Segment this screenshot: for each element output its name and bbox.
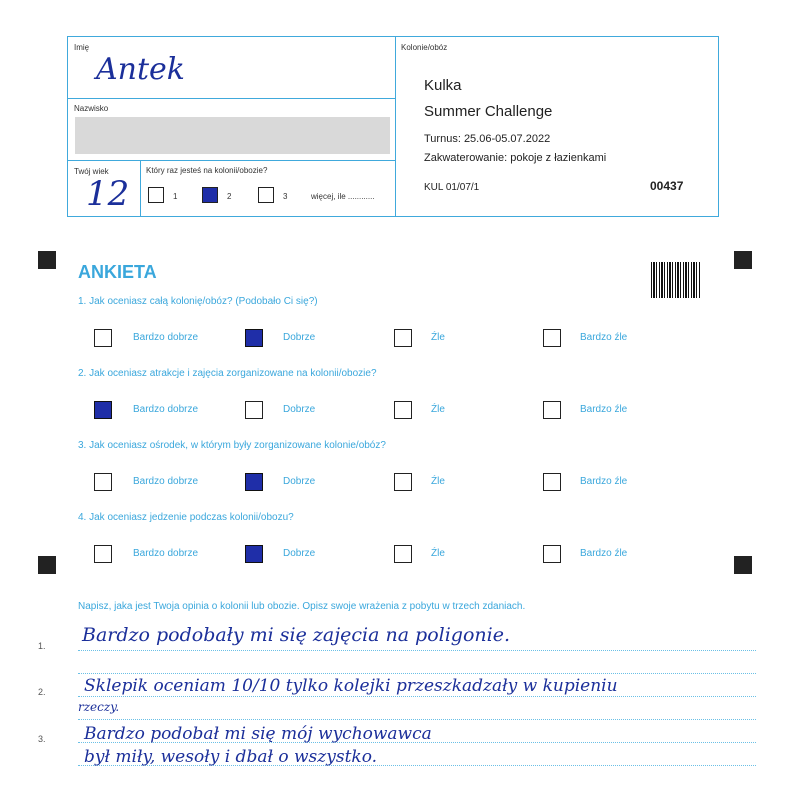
survey-title: ANKIETA bbox=[78, 262, 157, 282]
question-2-option-1-checkbox[interactable] bbox=[94, 401, 112, 419]
question-4-option-2-checkbox[interactable] bbox=[245, 545, 263, 563]
age-label: Twój wiek bbox=[74, 167, 109, 176]
accommodation: Zakwaterowanie: pokoje z łazienkami bbox=[424, 152, 607, 164]
header-divider bbox=[395, 36, 396, 217]
question-4-option-2-label: Dobrze bbox=[283, 548, 316, 559]
header-divider bbox=[140, 160, 141, 217]
registration-marker bbox=[38, 251, 56, 269]
answer-line bbox=[78, 673, 756, 674]
opinion-line-3b: był miły, wesoły i dbał o wszystko. bbox=[84, 747, 378, 767]
opinion-line-3a: Bardzo podobał mi się mój wychowawca bbox=[84, 724, 432, 744]
question-3-option-3-checkbox[interactable] bbox=[394, 473, 412, 491]
question-3-option-4-checkbox[interactable] bbox=[543, 473, 561, 491]
times-more: więcej, ile ............ bbox=[311, 192, 375, 201]
question-1-option-3-checkbox[interactable] bbox=[394, 329, 412, 347]
opinion-line-2a: Sklepik oceniam 10/10 tylko kolejki przeszkadzały w kupieniu bbox=[84, 676, 618, 696]
turnus: Turnus: 25.06-05.07.2022 bbox=[424, 133, 551, 145]
question-2-text: 2. Jak oceniasz atrakcje i zajęcia zorganizowane na kolonii/obozie? bbox=[78, 368, 377, 379]
question-1-option-4-checkbox[interactable] bbox=[543, 329, 561, 347]
question-3-option-1-label: Bardzo dobrze bbox=[133, 476, 199, 487]
question-2-option-4-label: Bardzo źle bbox=[580, 404, 628, 415]
line-number-3: 3. bbox=[38, 734, 46, 744]
times-checkbox-1[interactable] bbox=[148, 187, 164, 203]
form-number: 00437 bbox=[650, 179, 684, 193]
question-1-option-2-checkbox[interactable] bbox=[245, 329, 263, 347]
surname-label: Nazwisko bbox=[74, 104, 109, 113]
question-4-option-1-checkbox[interactable] bbox=[94, 545, 112, 563]
question-3-text: 3. Jak oceniasz ośrodek, w którym były zorganizowane kolonie/obóz? bbox=[78, 440, 386, 451]
question-4-option-3-label: Źle bbox=[431, 548, 445, 559]
opinion-line-1: Bardzo podobały mi się zajęcia na poligonie. bbox=[82, 624, 511, 646]
question-3-option-2-label: Dobrze bbox=[283, 476, 316, 487]
camp-name-1: Kulka bbox=[424, 77, 462, 94]
header-line bbox=[67, 160, 395, 161]
question-2-option-2-checkbox[interactable] bbox=[245, 401, 263, 419]
registration-marker bbox=[734, 556, 752, 574]
question-3-option-1-checkbox[interactable] bbox=[94, 473, 112, 491]
answer-line bbox=[78, 719, 756, 720]
age-value: 12 bbox=[86, 174, 130, 214]
times-option-1: 1 bbox=[173, 192, 178, 201]
question-1-option-1-label: Bardzo dobrze bbox=[133, 332, 199, 343]
times-label: Który raz jesteś na kolonii/obozie? bbox=[146, 166, 268, 175]
question-1-option-4-label: Bardzo źle bbox=[580, 332, 628, 343]
question-2-option-3-label: Źle bbox=[431, 404, 445, 415]
question-3-option-3-label: Źle bbox=[431, 476, 445, 487]
question-1-option-2-label: Dobrze bbox=[283, 332, 316, 343]
question-2-option-3-checkbox[interactable] bbox=[394, 401, 412, 419]
registration-marker bbox=[734, 251, 752, 269]
opinion-prompt: Napisz, jaka jest Twoja opinia o kolonii lub obozie. Opisz swoje wrażenia z pobytu w trzech zdaniach. bbox=[78, 601, 526, 612]
opinion-line-2b: rzeczy. bbox=[78, 700, 120, 714]
camp-label: Kolonie/obóz bbox=[401, 43, 448, 52]
question-1-option-3-label: Źle bbox=[431, 332, 445, 343]
question-3-option-2-checkbox[interactable] bbox=[245, 473, 263, 491]
times-option-2: 2 bbox=[227, 192, 232, 201]
registration-marker bbox=[38, 556, 56, 574]
question-1-text: 1. Jak oceniasz całą kolonię/obóz? (Podobało Ci się?) bbox=[78, 296, 318, 307]
question-4-option-4-checkbox[interactable] bbox=[543, 545, 561, 563]
question-2-option-1-label: Bardzo dobrze bbox=[133, 404, 199, 415]
question-4-option-3-checkbox[interactable] bbox=[394, 545, 412, 563]
times-option-3: 3 bbox=[283, 192, 288, 201]
header-line bbox=[67, 98, 395, 99]
camp-code: KUL 01/07/1 bbox=[424, 182, 480, 193]
question-4-option-1-label: Bardzo dobrze bbox=[133, 548, 199, 559]
question-4-option-4-label: Bardzo źle bbox=[580, 548, 628, 559]
name-value: Antek bbox=[96, 52, 185, 87]
answer-line bbox=[78, 696, 756, 697]
line-number-1: 1. bbox=[38, 641, 46, 651]
name-label: Imię bbox=[74, 43, 90, 52]
question-2-option-2-label: Dobrze bbox=[283, 404, 316, 415]
answer-line bbox=[78, 650, 756, 651]
question-2-option-4-checkbox[interactable] bbox=[543, 401, 561, 419]
question-3-option-4-label: Bardzo źle bbox=[580, 476, 628, 487]
camp-name-2: Summer Challenge bbox=[424, 103, 553, 120]
line-number-2: 2. bbox=[38, 687, 46, 697]
surname-redaction bbox=[75, 117, 390, 154]
barcode bbox=[651, 262, 701, 298]
question-4-text: 4. Jak oceniasz jedzenie podczas kolonii/obozu? bbox=[78, 512, 294, 523]
times-checkbox-2[interactable] bbox=[202, 187, 218, 203]
times-checkbox-3[interactable] bbox=[258, 187, 274, 203]
question-1-option-1-checkbox[interactable] bbox=[94, 329, 112, 347]
